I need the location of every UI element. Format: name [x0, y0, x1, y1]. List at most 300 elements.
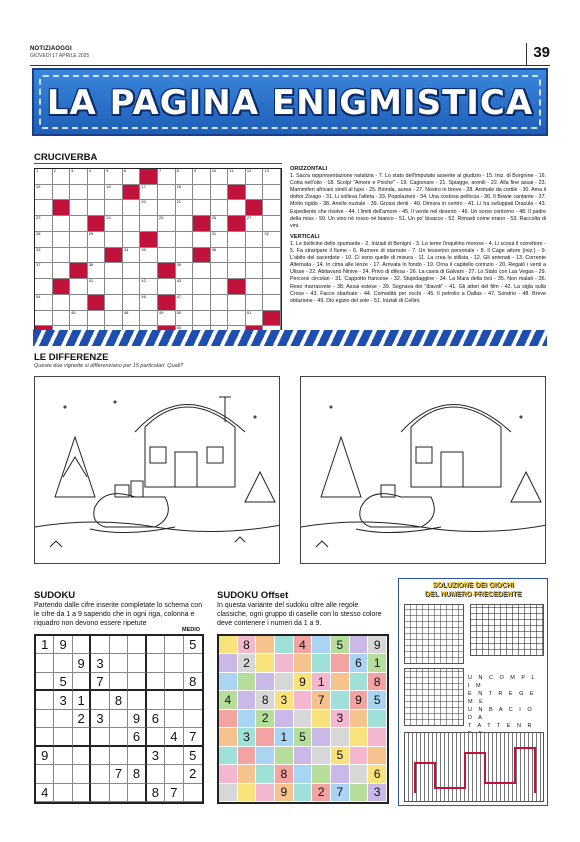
- crossword-cell[interactable]: [246, 185, 264, 201]
- sudoku-offset-cell[interactable]: 9: [294, 673, 313, 691]
- sudoku-offset-cell[interactable]: [312, 654, 331, 672]
- sudoku-offset-instructions: In questa variante del sudoku oltre alle regole classiche, ogni gruppo di caselle con lo stesso colore deve contenere i numeri da 1 a 9.: [217, 602, 382, 627]
- sudoku-offset-cell[interactable]: 5: [368, 691, 387, 709]
- sudoku-offset-cell[interactable]: 7: [331, 784, 350, 802]
- sudoku-cell[interactable]: [36, 673, 54, 691]
- sudoku-cell[interactable]: 6: [128, 728, 146, 746]
- sudoku-cell[interactable]: 8: [147, 784, 165, 802]
- crossword-cell[interactable]: [53, 185, 71, 201]
- crossword-cell[interactable]: [53, 216, 71, 232]
- crossword-cell-number: 48: [123, 309, 129, 315]
- crossword-cell[interactable]: [35, 279, 53, 295]
- crossword-cell[interactable]: [176, 263, 194, 279]
- sudoku-cell[interactable]: [110, 784, 128, 802]
- sudoku-cell[interactable]: 6: [147, 710, 165, 728]
- crossword-cell[interactable]: [193, 169, 211, 185]
- sudoku-cell[interactable]: [110, 673, 128, 691]
- crossword-cell[interactable]: [35, 216, 53, 232]
- crossword-cell[interactable]: [158, 185, 176, 201]
- crossword-cell[interactable]: [193, 232, 211, 248]
- sudoku-offset-cell[interactable]: [219, 728, 238, 746]
- sudoku-offset-cell[interactable]: [368, 710, 387, 728]
- sudoku-offset-cell[interactable]: [350, 765, 369, 783]
- crossword-cell[interactable]: [263, 232, 281, 248]
- crossword-cell[interactable]: [211, 232, 229, 248]
- sudoku-offset-cell[interactable]: [294, 747, 313, 765]
- crossword-cell[interactable]: [123, 232, 141, 248]
- sudoku-cell[interactable]: [128, 784, 146, 802]
- sudoku-offset-cell[interactable]: 1: [275, 728, 294, 746]
- sudoku-cell[interactable]: [36, 654, 54, 672]
- crossword-cell[interactable]: [246, 169, 264, 185]
- sudoku-cell[interactable]: [91, 784, 109, 802]
- sudoku-offset-cell[interactable]: [294, 784, 313, 802]
- sudoku-cell[interactable]: 7: [165, 784, 183, 802]
- crossword-cell[interactable]: [263, 248, 281, 264]
- sudoku-cell[interactable]: [147, 765, 165, 783]
- crossword-cell[interactable]: [140, 248, 158, 264]
- sudoku-offset-cell[interactable]: [256, 747, 275, 765]
- crossword-cell[interactable]: [263, 216, 281, 232]
- sudoku-cell[interactable]: [110, 636, 128, 654]
- sudoku-cell[interactable]: [54, 728, 72, 746]
- sudoku-cell[interactable]: [165, 673, 183, 691]
- sudoku-offset-cell[interactable]: 3: [368, 784, 387, 802]
- crossword-cell[interactable]: [123, 311, 141, 327]
- crossword-cell[interactable]: [263, 169, 281, 185]
- sudoku-cell[interactable]: [165, 747, 183, 765]
- crossword-cell[interactable]: [228, 263, 246, 279]
- crossword-cell[interactable]: [211, 311, 229, 327]
- sudoku-offset-cell[interactable]: 5: [331, 636, 350, 654]
- sudoku-cell[interactable]: [54, 747, 72, 765]
- crossword-cell[interactable]: [53, 168, 74, 185]
- crossword-cell[interactable]: [35, 200, 53, 216]
- crossword-cell[interactable]: [70, 279, 88, 295]
- crossword-cell[interactable]: [158, 311, 176, 327]
- crossword-cell[interactable]: [193, 200, 211, 216]
- sudoku-offset-cell[interactable]: [312, 636, 331, 654]
- sudoku-cell[interactable]: 5: [184, 747, 202, 765]
- crossword-cell[interactable]: [263, 295, 281, 311]
- crossword-cell[interactable]: [88, 279, 106, 295]
- sudoku-offset-cell[interactable]: [331, 728, 350, 746]
- sudoku-cell[interactable]: [165, 765, 183, 783]
- crossword-cell[interactable]: [246, 216, 264, 232]
- sudoku-offset-cell[interactable]: 4: [294, 636, 313, 654]
- crossword-cell[interactable]: [88, 200, 106, 216]
- sudoku-cell[interactable]: [147, 654, 165, 672]
- sudoku-offset-cell[interactable]: [238, 691, 257, 709]
- crossword-cell-number: 37: [36, 262, 41, 268]
- sudoku-offset-cell[interactable]: [256, 673, 275, 691]
- crossword-cell[interactable]: [35, 248, 53, 264]
- crossword-black-cell: [88, 216, 106, 232]
- sudoku-offset-cell[interactable]: [219, 710, 238, 728]
- sudoku-offset-cell[interactable]: 9: [350, 691, 369, 709]
- sudoku-offset-cell[interactable]: 9: [275, 784, 294, 802]
- sudoku-cell[interactable]: 9: [36, 747, 54, 765]
- crossword-cell[interactable]: [193, 295, 211, 311]
- crossword-cell[interactable]: [211, 200, 229, 216]
- sudoku-offset-cell[interactable]: [275, 673, 294, 691]
- sudoku-cell[interactable]: 1: [36, 636, 54, 654]
- crossword-cell[interactable]: [158, 248, 176, 264]
- crossword-cell[interactable]: [88, 168, 109, 185]
- crossword-cell[interactable]: [88, 248, 106, 264]
- crossword-cell[interactable]: [211, 169, 229, 185]
- sudoku-offset-cell[interactable]: [219, 636, 238, 654]
- crossword-cell[interactable]: [123, 295, 141, 311]
- sudoku-cell[interactable]: 3: [54, 691, 72, 709]
- sudoku-offset-cell[interactable]: [256, 728, 275, 746]
- sudoku-cell[interactable]: [54, 710, 72, 728]
- crossword-cell[interactable]: [140, 311, 158, 327]
- crossword-cell[interactable]: [123, 169, 141, 185]
- crossword-cell[interactable]: [158, 232, 176, 248]
- sudoku-cell[interactable]: 3: [91, 710, 109, 728]
- sudoku-offset-cell[interactable]: [238, 673, 257, 691]
- sudoku-offset-cell[interactable]: [312, 710, 331, 728]
- crossword-cell-number: 6: [123, 168, 127, 173]
- crossword-cell[interactable]: [176, 232, 194, 248]
- sudoku-cell[interactable]: [184, 691, 202, 709]
- crossword-cell[interactable]: [53, 248, 71, 264]
- crossword-cell[interactable]: [211, 263, 229, 279]
- crossword-cell[interactable]: [70, 248, 88, 264]
- crossword-cell[interactable]: [158, 169, 176, 185]
- sudoku-cell[interactable]: [165, 636, 183, 654]
- crossword-cell[interactable]: [158, 279, 176, 295]
- sudoku-cell[interactable]: [128, 636, 146, 654]
- sudoku-cell[interactable]: [54, 765, 72, 783]
- sudoku-offset-cell[interactable]: [238, 765, 257, 783]
- sudoku-cell[interactable]: 5: [184, 636, 202, 654]
- crossword-cell[interactable]: [193, 185, 211, 201]
- sudoku-cell[interactable]: 7: [110, 765, 128, 783]
- sudoku-offset-cell[interactable]: 3: [331, 710, 350, 728]
- crossword-cell[interactable]: [70, 185, 88, 201]
- sudoku-offset-cell[interactable]: [256, 636, 275, 654]
- crossword-cell[interactable]: [35, 263, 53, 279]
- crossword-cell[interactable]: [158, 200, 176, 216]
- sudoku-cell[interactable]: 7: [91, 673, 109, 691]
- sudoku-cell[interactable]: [73, 747, 91, 765]
- sudoku-offset-cell[interactable]: [294, 710, 313, 728]
- crossword-cell[interactable]: [263, 200, 281, 216]
- crossword-black-cell: [123, 185, 141, 201]
- crossword-cell[interactable]: [123, 279, 141, 295]
- sudoku-cell[interactable]: [36, 728, 54, 746]
- sudoku-offset-cell[interactable]: 2: [312, 784, 331, 802]
- sudoku-offset-cell[interactable]: [238, 747, 257, 765]
- sudoku-offset-cell[interactable]: [219, 673, 238, 691]
- sudoku-offset-cell[interactable]: [368, 728, 387, 746]
- sudoku-cell[interactable]: 1: [73, 691, 91, 709]
- crossword-cell[interactable]: [53, 311, 71, 327]
- sudoku-offset-cell[interactable]: 6: [368, 765, 387, 783]
- crossword-cell[interactable]: [140, 295, 158, 311]
- crossword-cell-number: 16: [106, 183, 111, 189]
- sudoku-cell[interactable]: [128, 673, 146, 691]
- crossword-cell-number: 8: [176, 168, 179, 173]
- crossword-cell[interactable]: [176, 216, 194, 232]
- sudoku-offset-cell[interactable]: 4: [219, 691, 238, 709]
- crossword-cell[interactable]: [53, 295, 71, 311]
- sudoku-cell[interactable]: 8: [184, 673, 202, 691]
- sudoku-cell[interactable]: 2: [184, 765, 202, 783]
- sudoku-offset-cell[interactable]: [331, 691, 350, 709]
- sudoku-offset-cell[interactable]: [312, 728, 331, 746]
- crossword-cell[interactable]: [176, 311, 194, 327]
- sudoku-offset-cell[interactable]: 1: [312, 673, 331, 691]
- crossword-cell[interactable]: [35, 169, 53, 185]
- sudoku-cell[interactable]: 9: [128, 710, 146, 728]
- sudoku-offset-cell[interactable]: [294, 765, 313, 783]
- sudoku-offset-cell[interactable]: [219, 747, 238, 765]
- sudoku-instructions: Partendo dalle cifre inserite completate lo schema con le cifre da 1 a 9 sapendo che in ogni riga, colonna e riquadro non devono essere ripetute: [34, 602, 203, 627]
- crossword-cell[interactable]: [228, 232, 246, 248]
- sudoku-offset-cell[interactable]: [294, 654, 313, 672]
- sudoku-offset-cell[interactable]: [219, 654, 238, 672]
- sudoku-offset-cell[interactable]: 2: [238, 654, 257, 672]
- crossword-cell[interactable]: [211, 295, 229, 311]
- crossword-cell[interactable]: [140, 200, 158, 216]
- crossword-cell[interactable]: [105, 295, 123, 311]
- sudoku-cell[interactable]: [91, 728, 109, 746]
- sudoku-offset-cell[interactable]: [331, 673, 350, 691]
- crossword-cell[interactable]: [193, 279, 211, 295]
- crossword-cell[interactable]: [211, 216, 229, 232]
- crossword-cell[interactable]: [246, 248, 264, 264]
- crossword-cell[interactable]: [105, 263, 123, 279]
- sudoku-cell[interactable]: [147, 673, 165, 691]
- crossword-cell[interactable]: [140, 279, 158, 295]
- sudoku-cell[interactable]: [110, 710, 128, 728]
- sudoku-cell[interactable]: [128, 747, 146, 765]
- sudoku-cell[interactable]: [184, 784, 202, 802]
- crossword-cell[interactable]: [263, 185, 281, 201]
- sudoku-cell[interactable]: [165, 654, 183, 672]
- crossword-cell[interactable]: [211, 248, 229, 264]
- crossword-cell[interactable]: [246, 295, 264, 311]
- sudoku-cell[interactable]: [91, 747, 109, 765]
- sudoku-offset-cell[interactable]: [256, 654, 275, 672]
- crossword-grid: [34, 168, 282, 343]
- crossword-cell[interactable]: [228, 169, 246, 185]
- sudoku-cell[interactable]: [110, 654, 128, 672]
- sudoku-cell[interactable]: [147, 728, 165, 746]
- sudoku-offset-cell[interactable]: [350, 728, 369, 746]
- sudoku-offset-cell[interactable]: [350, 673, 369, 691]
- crossword-cell[interactable]: [140, 263, 158, 279]
- crossword-cell[interactable]: [53, 263, 71, 279]
- sudoku-cell[interactable]: [110, 747, 128, 765]
- crossword-cell[interactable]: [228, 295, 246, 311]
- sudoku-offset-cell[interactable]: [331, 654, 350, 672]
- sudoku-cell[interactable]: [54, 784, 72, 802]
- sudoku-cell[interactable]: 3: [147, 747, 165, 765]
- crossword-cell[interactable]: [123, 263, 141, 279]
- crossword-black-cell: [70, 263, 88, 279]
- sudoku-title: SUDOKU: [34, 590, 76, 601]
- crossword-cell[interactable]: [211, 279, 229, 295]
- crossword-cell[interactable]: [263, 279, 281, 295]
- sudoku-offset-cell[interactable]: 2: [256, 710, 275, 728]
- sudoku-offset-cell[interactable]: [238, 710, 257, 728]
- crossword-cell[interactable]: [35, 185, 53, 201]
- sudoku-offset-cell[interactable]: [275, 710, 294, 728]
- sudoku-offset-cell[interactable]: 8: [256, 691, 275, 709]
- sudoku-cell[interactable]: 5: [54, 673, 72, 691]
- crossword-cell[interactable]: [176, 168, 197, 185]
- crossword-cell[interactable]: [123, 248, 141, 264]
- crossword-cell[interactable]: [35, 311, 53, 327]
- sudoku-offset-cell[interactable]: 8: [368, 673, 387, 691]
- crossword-cell[interactable]: [88, 311, 106, 327]
- sudoku-cell[interactable]: 2: [73, 710, 91, 728]
- sudoku-cell[interactable]: [73, 784, 91, 802]
- crossword-cell[interactable]: [228, 248, 246, 264]
- crossword-cell[interactable]: [246, 279, 264, 295]
- sudoku-cell[interactable]: 7: [184, 728, 202, 746]
- crossword-cell[interactable]: [105, 311, 123, 327]
- sudoku-cell[interactable]: [73, 636, 91, 654]
- crossword-cell[interactable]: [70, 295, 88, 311]
- sudoku-offset-cell[interactable]: [350, 710, 369, 728]
- sudoku-cell[interactable]: [128, 654, 146, 672]
- crossword-cell[interactable]: [176, 185, 194, 201]
- sudoku-offset-cell[interactable]: [350, 784, 369, 802]
- sudoku-offset-cell[interactable]: 5: [294, 728, 313, 746]
- sudoku-offset-cell[interactable]: 8: [238, 636, 257, 654]
- sudoku-offset-cell[interactable]: 3: [275, 691, 294, 709]
- crossword-cell[interactable]: [123, 216, 141, 232]
- sudoku-offset-cell[interactable]: 6: [350, 654, 369, 672]
- sudoku-cell[interactable]: [165, 691, 183, 709]
- sudoku-cell[interactable]: [91, 691, 109, 709]
- sudoku-offset-cell[interactable]: [350, 636, 369, 654]
- crossword-cell[interactable]: [88, 185, 106, 201]
- sudoku-offset-cell[interactable]: 1: [368, 654, 387, 672]
- crossword-black-cell: [158, 295, 176, 311]
- crossword-cell[interactable]: [70, 232, 88, 248]
- publication-name: NOTIZIAOGGI: [30, 46, 72, 52]
- sudoku-offset-cell[interactable]: 5: [331, 747, 350, 765]
- sudoku-cell[interactable]: [184, 710, 202, 728]
- sudoku-cell[interactable]: [73, 765, 91, 783]
- crossword-cell[interactable]: [246, 311, 264, 327]
- crossword-cell[interactable]: [105, 200, 123, 216]
- sudoku-cell[interactable]: [36, 710, 54, 728]
- crossword-cell[interactable]: [105, 279, 123, 295]
- crossword-cell[interactable]: [211, 185, 229, 201]
- sudoku-offset-cell[interactable]: 3: [238, 728, 257, 746]
- sudoku-offset-cell[interactable]: [350, 747, 369, 765]
- sudoku-cell[interactable]: [110, 728, 128, 746]
- sudoku-offset-cell[interactable]: 7: [312, 691, 331, 709]
- sudoku-cell[interactable]: 8: [110, 691, 128, 709]
- crossword-cell[interactable]: [193, 311, 211, 327]
- sudoku-cell[interactable]: 9: [54, 636, 72, 654]
- crossword-cell[interactable]: [140, 185, 158, 201]
- sudoku-cell[interactable]: [91, 636, 109, 654]
- sudoku-offset-cell[interactable]: 8: [275, 765, 294, 783]
- sudoku-offset-cell[interactable]: [331, 765, 350, 783]
- sudoku-cell[interactable]: [73, 728, 91, 746]
- sudoku-cell[interactable]: [73, 673, 91, 691]
- crossword-cell[interactable]: [228, 311, 246, 327]
- sudoku-offset-cell[interactable]: 9: [368, 636, 387, 654]
- crossword-cell[interactable]: [140, 216, 158, 232]
- sudoku-offset-cell[interactable]: [312, 747, 331, 765]
- crossword-cell[interactable]: [105, 232, 123, 248]
- sudoku-cell[interactable]: 4: [36, 784, 54, 802]
- sudoku-offset-cell[interactable]: [219, 784, 238, 802]
- sudoku-cell[interactable]: 4: [165, 728, 183, 746]
- sudoku-cell[interactable]: [36, 691, 54, 709]
- crossword-cell[interactable]: [70, 169, 88, 185]
- crossword-cell[interactable]: [176, 200, 194, 216]
- sudoku-cell[interactable]: 9: [73, 654, 91, 672]
- crossword-cell[interactable]: [123, 200, 141, 216]
- sudoku-offset-cell[interactable]: [368, 747, 387, 765]
- crossword-black-cell: [228, 185, 246, 201]
- crossword-cell[interactable]: [193, 263, 211, 279]
- sudoku-cell[interactable]: [91, 765, 109, 783]
- differences-subtitle: Queste due vignette si differenziano per 15 particolari. Quali?: [34, 363, 184, 369]
- crossword-cell[interactable]: [176, 279, 194, 295]
- sudoku-cell[interactable]: 3: [91, 654, 109, 672]
- crossword-cell[interactable]: [70, 311, 88, 327]
- sudoku-cell[interactable]: [165, 710, 183, 728]
- sudoku-offset-cell[interactable]: [219, 765, 238, 783]
- sudoku-cell[interactable]: [128, 691, 146, 709]
- crossword-cell[interactable]: [105, 216, 123, 232]
- sudoku-cell[interactable]: [36, 765, 54, 783]
- sudoku-offset-cell[interactable]: [312, 765, 331, 783]
- sudoku-cell[interactable]: [54, 654, 72, 672]
- crossword-cell[interactable]: [70, 200, 88, 216]
- crossword-cell[interactable]: [246, 232, 264, 248]
- crossword-cell[interactable]: [228, 200, 246, 216]
- crossword-cell[interactable]: [88, 232, 106, 248]
- sudoku-offset-cell[interactable]: [256, 765, 275, 783]
- sudoku-offset-cell[interactable]: [275, 654, 294, 672]
- sudoku-cell[interactable]: [147, 636, 165, 654]
- sudoku-cell[interactable]: [184, 654, 202, 672]
- crossword-cell[interactable]: [158, 216, 176, 232]
- crossword-cell[interactable]: [105, 185, 123, 201]
- sudoku-offset-cell[interactable]: [275, 636, 294, 654]
- crossword-cell[interactable]: [53, 232, 71, 248]
- crossword-cell[interactable]: [88, 263, 106, 279]
- sudoku-cell[interactable]: 8: [128, 765, 146, 783]
- crossword-cell[interactable]: [35, 232, 53, 248]
- crossword-cell[interactable]: [246, 263, 264, 279]
- crossword-cell[interactable]: [176, 248, 194, 264]
- sudoku-offset-cell[interactable]: [256, 784, 275, 802]
- sudoku-offset-cell[interactable]: [294, 691, 313, 709]
- crossword-cell[interactable]: [70, 216, 88, 232]
- crossword-cell[interactable]: [263, 263, 281, 279]
- crossword-cell[interactable]: [105, 169, 123, 185]
- sudoku-offset-cell[interactable]: [275, 747, 294, 765]
- sudoku-cell[interactable]: [147, 691, 165, 709]
- crossword-cell[interactable]: [176, 295, 194, 311]
- sudoku-offset-cell[interactable]: [238, 784, 257, 802]
- crossword-cell[interactable]: [35, 295, 53, 311]
